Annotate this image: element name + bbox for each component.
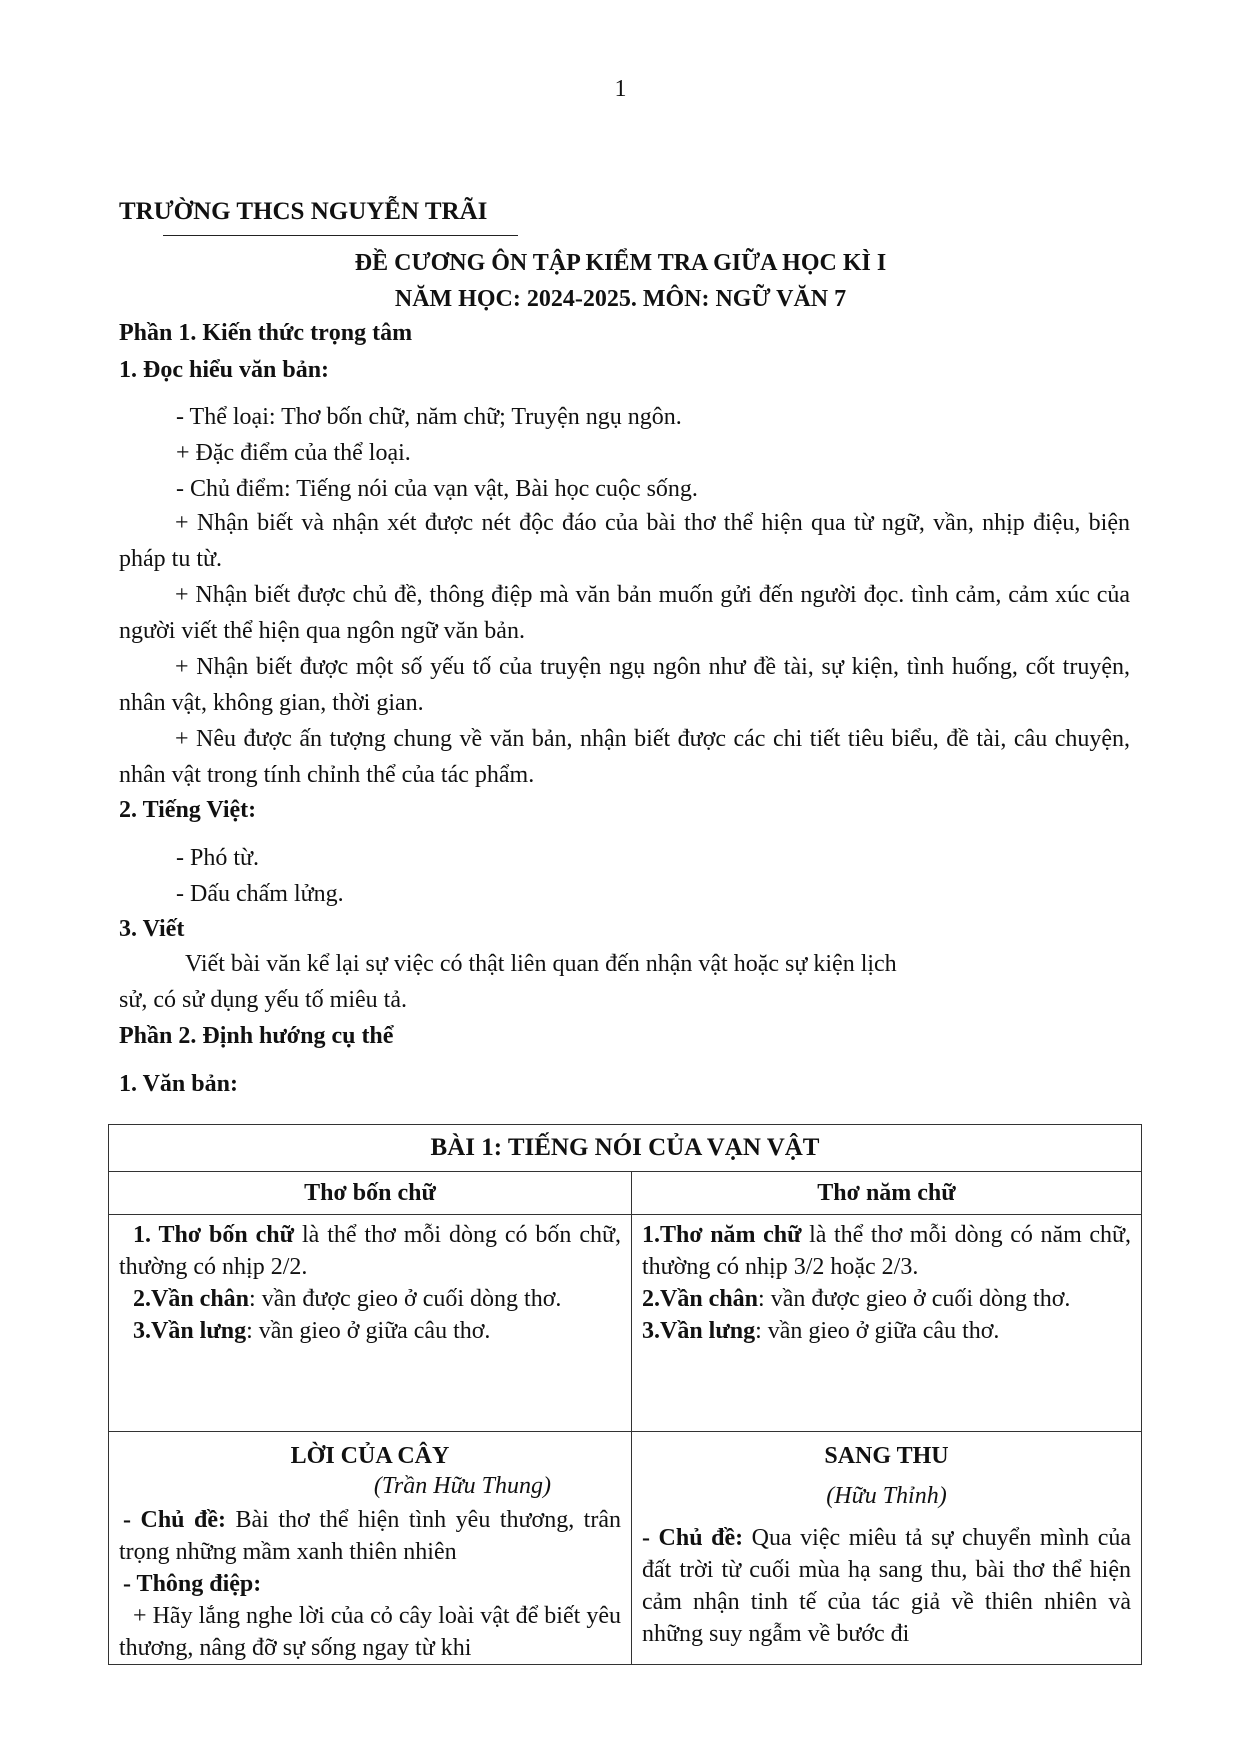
end-rhyme-definition: 2.Vần chân: vần được gieo ở cuối dòng thơ.	[133, 1286, 562, 1312]
reading-point-2: + Nhận biết được chủ đề, thông điệp mà văn bản muốn gửi đến người đọc. tình cảm, cảm xúc của người viết thể hiện qua ngôn ngữ văn bản.	[119, 582, 1130, 644]
poem-title: LỜI CỦA CÂY	[290, 1443, 450, 1469]
poem-author: (Trần Hữu Thung)	[373, 1473, 551, 1499]
section-vietnamese-heading: 2. Tiếng Việt:	[119, 797, 257, 823]
school-underline	[163, 235, 518, 236]
poem-theme: - Chủ đề: Bài thơ thể hiện tình yêu thương, trân trọng những mầm xanh thiên nhiên	[119, 1507, 621, 1565]
poem-loi-cua-cay-cell	[109, 1432, 632, 1665]
lesson-table	[108, 1124, 1142, 1665]
writing-line-1: Viết bài văn kể lại sự việc có thật liên quan đến nhận vật hoặc sự kiện lịch	[185, 951, 897, 977]
poem-theme: - Chủ đề: Qua việc miêu tả sự chuyển mình của đất trời từ cuối mùa hạ sang thu, bài thơ thể hiện cảm nhận tinh tế của tác giả về thiên nhiên và những suy ngẫm về bước đi	[642, 1525, 1132, 1647]
column-header-four-word: Thơ bốn chữ	[109, 1172, 632, 1215]
reading-point-1: + Nhận biết và nhận xét được nét độc đáo của bài thơ thể hiện qua từ ngữ, vần, nhịp điệu, biện pháp tu từ.	[119, 510, 1130, 572]
document-title: ĐỀ CƯƠNG ÔN TẬP KIỂM TRA GIỮA HỌC KÌ I	[354, 250, 887, 276]
reading-point-3: + Nhận biết được một số yếu tố của truyện ngụ ngôn như đề tài, sự kiện, tình huống, cốt truyện, nhân vật, không gian, thời gian.	[119, 654, 1130, 716]
four-word-definition-cell	[109, 1215, 632, 1432]
section-writing-heading: 3. Viết	[119, 916, 185, 942]
ellipsis-line: - Dấu chấm lửng.	[176, 881, 344, 907]
poem-message-label: - Thông điệp:	[123, 1571, 262, 1597]
part1-heading: Phần 1. Kiến thức trọng tâm	[119, 320, 413, 346]
writing-line-2: sử, có sử dụng yếu tố miêu tả.	[119, 987, 407, 1013]
five-word-definition: 1.Thơ năm chữ là thể thơ mỗi dòng có năm chữ, thường có nhịp 3/2 hoặc 2/3.	[642, 1222, 1131, 1280]
school-name: TRƯỜNG THCS NGUYỄN TRÃI	[119, 198, 488, 225]
section-reading-heading: 1. Đọc hiểu văn bản:	[119, 357, 330, 383]
adverb-line: - Phó từ.	[176, 845, 260, 871]
reading-point-4: + Nêu được ấn tượng chung về văn bản, nhận biết được các chi tiết tiêu biểu, đề tài, câu chuyện, nhân vật trong tính chỉnh thể của tác phẩm.	[119, 726, 1130, 788]
middle-rhyme-definition: 3.Vần lưng: vần gieo ở giữa câu thơ.	[642, 1318, 1000, 1344]
document-subtitle: NĂM HỌC: 2024-2025. MÔN: NGỮ VĂN 7	[394, 286, 847, 312]
poem-message: + Hãy lắng nghe lời của cỏ cây loài vật để biết yêu thương, nâng đỡ sự sống ngay từ khi	[119, 1603, 621, 1661]
genre-features-line: + Đặc điểm của thể loại.	[176, 440, 411, 466]
theme-line: - Chủ điểm: Tiếng nói của vạn vật, Bài học cuộc sống.	[176, 476, 698, 502]
column-header-five-word: Thơ năm chữ	[632, 1172, 1142, 1215]
page-number: 1	[614, 76, 627, 102]
poem-author: (Hữu Thỉnh)	[826, 1483, 947, 1509]
part2-heading: Phần 2. Định hướng cụ thể	[119, 1023, 394, 1049]
five-word-definition-cell	[632, 1215, 1142, 1432]
end-rhyme-definition: 2.Vần chân: vần được gieo ở cuối dòng thơ.	[642, 1286, 1071, 1312]
four-word-definition: 1. Thơ bốn chữ là thể thơ mỗi dòng có bốn chữ, thường có nhịp 2/2.	[119, 1222, 621, 1280]
middle-rhyme-definition: 3.Vần lưng: vần gieo ở giữa câu thơ.	[133, 1318, 491, 1344]
lesson-title: BÀI 1: TIẾNG NÓI CỦA VẠN VẬT	[109, 1125, 1142, 1172]
poem-title: SANG THU	[824, 1443, 949, 1469]
genre-line: - Thể loại: Thơ bốn chữ, năm chữ; Truyện ngụ ngôn.	[176, 404, 682, 430]
section-texts-heading: 1. Văn bản:	[119, 1071, 238, 1097]
poem-sang-thu-cell	[632, 1432, 1142, 1665]
